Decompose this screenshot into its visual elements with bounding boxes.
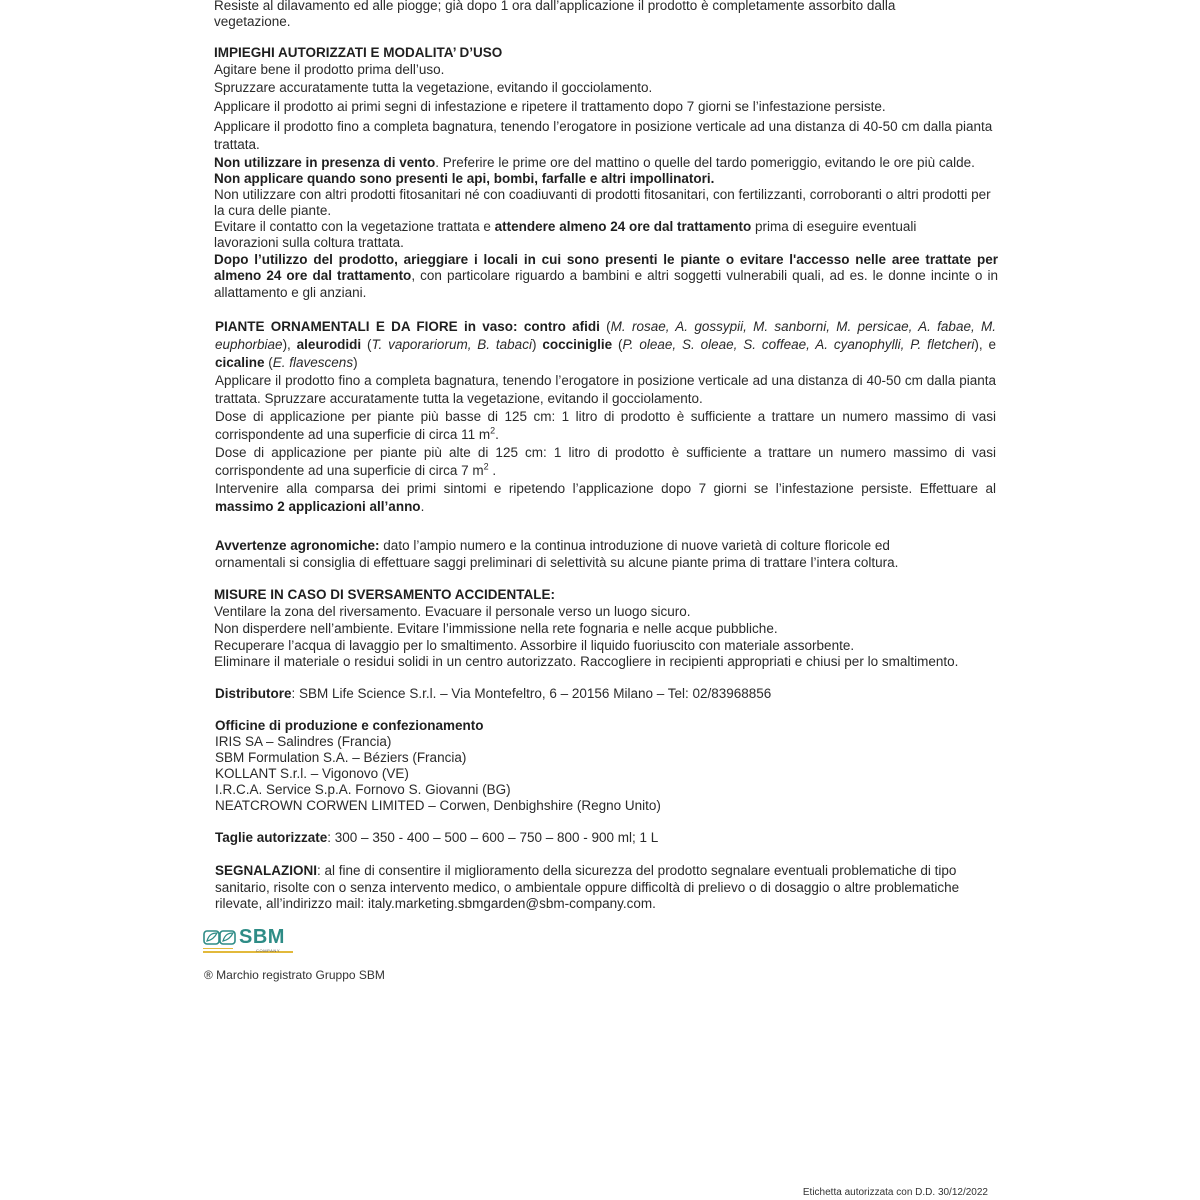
segnalazioni-label: SEGNALAZIONI (215, 863, 318, 878)
uses-line-5-rest: . Preferire le prime ore del mattino o quelle del tardo pomeriggio, evitando le ore più calde. (435, 155, 975, 170)
officine-item: IRIS SA – Salindres (Francia) (215, 734, 392, 749)
distributor-label: Distributore (215, 686, 292, 701)
plants-para-1: Applicare il prodotto fino a completa bagnatura, tenendo l’erogatore in posizione verticale ad una distanza di 40-50 cm dalla pianta trattata. Spruzzare accuratamente tutta la vegetazione, evitando il gocciolamento. (215, 373, 996, 406)
wait-24h-warning: attendere almeno 24 ore dal trattamento (494, 219, 752, 234)
spill-line-1: Ventilare la zona del riversamento. Evacuare il personale verso un luogo sicuro. (214, 604, 691, 619)
plants-para-3-text: Dose di applicazione per piante più alte di 125 cm: 1 litro di prodotto è sufficiente a trattare un numero massimo di vasi corrispondente ad una superficie di circa 7 m (215, 445, 996, 478)
uses-line-2: Spruzzare accuratamente tutta la vegetazione, evitando il gocciolamento. (214, 80, 653, 95)
segnalazioni-text-1: : al fine di consentire il miglioramento della sicurezza del prodotto segnalare eventuali problematiche di tipo (317, 863, 957, 878)
agro-heading: Avvertenze agronomiche: (215, 538, 380, 553)
plants-targets: PIANTE ORNAMENTALI E DA FIORE in vaso: contro afidi (M. rosae, A. gossypii, M. sanborni, M. persicae, A. fabae, M. euphorbiae), aleurodidi (T. vaporariorum, B. tabaci) cocciniglie (P. oleae, S. oleae, S. coffeae, A. cyanophylli, P. fletcheri), e cicaline (E. flavescens) (215, 319, 997, 370)
logo-subtitle: COMPANY (256, 948, 281, 953)
spill-heading: MISURE IN CASO DI SVERSAMENTO ACCIDENTALE: (214, 587, 556, 602)
plants-heading: PIANTE ORNAMENTALI E DA FIORE in vaso: contro afidi (215, 319, 600, 334)
plants-para-2-text: Dose di applicazione per piante più basse di 125 cm: 1 litro di prodotto è sufficiente a trattare un numero massimo di vasi corrispondente ad una superficie di circa 11 m (215, 409, 996, 442)
uses-line-4: Applicare il prodotto fino a completa bagnatura, tenendo l’erogatore in posizione verticale ad una distanza di 40-50 cm dalla pianta trattata. (214, 119, 993, 152)
segnalazioni-line-3: rilevate, all’indirizzo mail: italy.marketing.sbmgarden@sbm-company.com. (215, 896, 656, 911)
uses-line-7: Non utilizzare con altri prodotti fitosanitari né con coadiuvanti di prodotti fitosanitari, con fertilizzanti, corroboranti o altri prodotti per la cura delle piante. (214, 187, 991, 219)
plants-para-4-a: Intervenire alla comparsa dei primi sintomi e ripetendo l’applicazione dopo 7 giorni se l’infestazione persiste. Effettuare al (215, 481, 996, 496)
plants-para-2 (215, 408, 996, 444)
spill-line-4: Eliminare il materiale o residui solidi in un centro autorizzato. Raccogliere in recipienti appropriati e chiusi per lo smaltimento. (214, 654, 959, 669)
uses-line-9-rest: , con particolare riguardo a bambini e altri soggetti vulnerabili quali, ad es. le donne incinte o in allattamento e gli anziani. (214, 268, 998, 300)
officine-heading: Officine di produzione e confezionamento (215, 718, 484, 733)
distributor-line (215, 686, 771, 702)
uses-line-8-b: prima di eseguire eventuali lavorazioni sulla coltura trattata. (214, 219, 917, 251)
officine-item: SBM Formulation S.A. – Béziers (Francia) (215, 750, 467, 765)
uses-line-8 (214, 219, 974, 252)
sbm-leaf-logo-icon (203, 928, 237, 948)
plants-para-2-dot: . (495, 427, 499, 442)
aleurodidi-species: T. vaporariorum, B. tabaci (371, 337, 532, 352)
spill-line-3: Recuperare l’acqua di lavaggio per lo smaltimento. Assorbire il liquido fuoriuscito con materiale assorbente. (214, 638, 855, 653)
trademark-note: ® Marchio registrato Gruppo SBM (204, 968, 385, 982)
officine-item: I.R.C.A. Service S.p.A. Fornovo S. Giovanni (BG) (215, 782, 511, 797)
logo-wordmark: SBM (239, 926, 285, 948)
cocciniglie-species: P. oleae, S. oleae, S. coffeae, A. cyanophylli, P. fletcheri (622, 337, 975, 352)
uses-line-8-a: Evitare il contatto con la vegetazione trattata e (214, 219, 495, 234)
uses-heading: IMPIEGHI AUTORIZZATI E MODALITA’ D’USO (214, 45, 503, 60)
officine-item: NEATCROWN CORWEN LIMITED – Corwen, Denbighshire (Regno Unito) (215, 798, 661, 813)
taglie-text: : 300 – 350 - 400 – 500 – 600 – 750 – 800 - 900 ml; 1 L (327, 830, 659, 845)
uses-line-3: Applicare il prodotto ai primi segni di infestazione e ripetere il trattamento dopo 7 giorni se l’infestazione persiste. (214, 99, 886, 114)
cicaline-label: cicaline (215, 355, 265, 370)
plants-section (215, 318, 996, 516)
spill-line-2: Non disperdere nell’ambiente. Evitare l’immissione nella rete fognaria e nelle acque pubbliche. (214, 621, 778, 636)
approval-note: Etichetta autorizzata con D.D. 30/12/2022 (802, 1187, 988, 1198)
officine-item: KOLLANT S.r.l. – Vigonovo (VE) (215, 766, 409, 781)
afidi-species: M. rosae, A. gossypii, M. sanborni, M. persicae, A. fabae, M. euphorbiae (215, 319, 997, 352)
max-applications: massimo 2 applicazioni all’anno (215, 499, 421, 514)
plants-para-4 (215, 480, 996, 516)
logo-accent-line (203, 948, 233, 949)
cicaline-species: E. flavescens (272, 355, 354, 370)
plants-para-3 (215, 444, 996, 480)
sbm-logo (203, 926, 303, 956)
taglie-line (215, 830, 658, 846)
intro-line-1: Resiste al dilavamento ed alle piogge; già dopo 1 ora dall’applicazione il prodotto è completamente assorbito dalla (214, 0, 896, 13)
plants-para-3-dot: . (488, 463, 497, 478)
agro-line-2: ornamentali si consiglia di effettuare saggi preliminari di selettività su alcune piante prima di trattare l’intera coltura. (215, 555, 899, 570)
plants-para-4-dot: . (420, 499, 425, 514)
ventilation-warning: Dopo l’utilizzo del prodotto, arieggiare i locali in cui sono presenti le piante o evitare l'accesso nelle aree trattate per almeno 24 ore dal trattamento (214, 252, 998, 284)
aleurodidi-label: aleurodidi (296, 337, 362, 352)
pollinators-warning: Non applicare quando sono presenti le api, bombi, farfalle e altri impollinatori. (214, 171, 715, 186)
uses-line-9 (214, 252, 998, 301)
agro-line-1 (215, 538, 890, 554)
agro-line-1-text: dato l’ampio numero e la continua introduzione di nuove varietà di colture floricole ed (379, 538, 890, 553)
taglie-label: Taglie autorizzate (215, 830, 328, 845)
square-sup-1: 2 (490, 425, 496, 436)
uses-line-1: Agitare bene il prodotto prima dell’uso. (214, 62, 445, 77)
segnalazioni-line-1 (215, 863, 956, 879)
no-wind-warning: Non utilizzare in presenza di vento (214, 155, 436, 170)
uses-line-5 (214, 155, 975, 171)
segnalazioni-line-2: sanitario, risolte con o senza intervento medico, o ambientale oppure difficoltà di prelievo o di dosaggio o altre problematiche (215, 880, 960, 895)
intro-line-2: vegetazione. (214, 14, 291, 29)
cocciniglie-label: cocciniglie (542, 337, 613, 352)
distributor-text: : SBM Life Science S.r.l. – Via Montefeltro, 6 – 20156 Milano – Tel: 02/83968856 (291, 686, 772, 701)
square-sup-2: 2 (483, 461, 489, 472)
